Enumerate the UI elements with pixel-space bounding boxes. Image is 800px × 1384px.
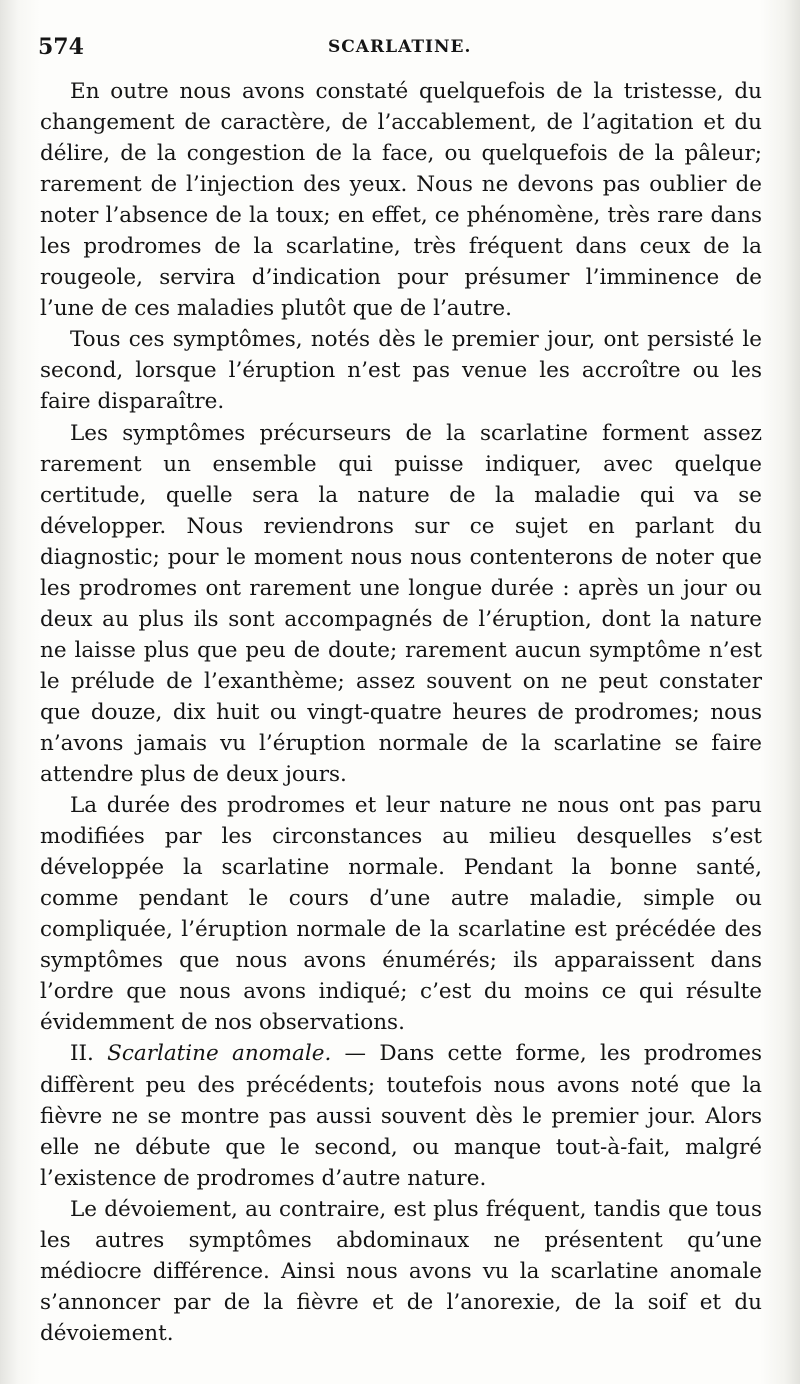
section-number: II. [70,1041,94,1067]
paragraph-6: Le dévoiement, au contraire, est plus fréquent, tandis que tous les autres symptômes abdominaux ne présentent qu’une médiocre différence. Ainsi nous avons vu la scarlatine anomale s’annoncer par de la fièvre et de l’anorexie, de la soif et du dévoiement. [40,1196,762,1346]
paragraph-5 [40,1038,762,1193]
paragraph-1: En outre nous avons constaté quelquefois de la tristesse, du changement de caractère, de l’accablement, de l’agitation et du délire, de la congestion de la face, ou quelquefois de la pâleur; rarement de l’injection des yeux. Nous ne devons pas oublier de noter l’absence de la toux; en effet, ce phénomène, très rare dans les prodromes de la scarlatine, très fréquent dans ceux de la rougeole, servira d’indication pour présumer l’imminence de l’une de ces maladies plutôt que de l’autre. [40,79,762,322]
body-text [40,76,762,1349]
paragraph-2: Tous ces symptômes, notés dès le premier jour, ont persisté le second, lorsque l’éruption n’est pas venue les accroître ou les faire disparaître. [40,327,762,415]
page-header [38,34,768,64]
paragraph-4: La durée des prodromes et leur nature ne nous ont pas paru modifiées par les circonstances au milieu desquelles s’est développée la scarlatine normale. Pendant la bonne santé, comme pendant le cours d’une autre maladie, simple ou compliquée, l’éruption normale de la scarlatine est précédée des symptômes que nous avons énumérés; ils apparaissent dans l’ordre que nous avons indiqué; c’est du moins ce qui résulte évidemment de nos observations. [40,793,762,1036]
paragraph-3: Les symptômes précurseurs de la scarlatine forment assez rarement un ensemble qui puisse indiquer, avec quelque certitude, quelle sera la nature de la maladie qui va se développer. Nous reviendrons sur ce sujet en parlant du diagnostic; pour le moment nous nous contenterons de noter que les prodromes ont rarement une longue durée : après un jour ou deux au plus ils sont accompagnés de l’éruption, dont la nature ne laisse plus que peu de doute; rarement aucun symptôme n’est le prélude de l’exanthème; assez souvent on ne peut constater que douze, dix huit ou vingt-quatre heures de prodromes; nous n’avons jamais vu l’éruption normale de la scarlatine se faire attendre plus de deux jours. [40,420,762,788]
running-head: SCARLATINE. [328,37,472,57]
section-title: Scarlatine anomale. [107,1041,332,1067]
page-number: 574 [38,34,84,60]
paragraph-5-text: — Dans cette forme, les prodromes diffèrent peu des précédents; toutefois nous avons noté que la fièvre ne se montre pas aussi souvent dès le premier jour. Alors elle ne débute que le second, ou manque tout-à-fait, malgré l’existence de prodromes d’autre nature. [40,1041,762,1191]
